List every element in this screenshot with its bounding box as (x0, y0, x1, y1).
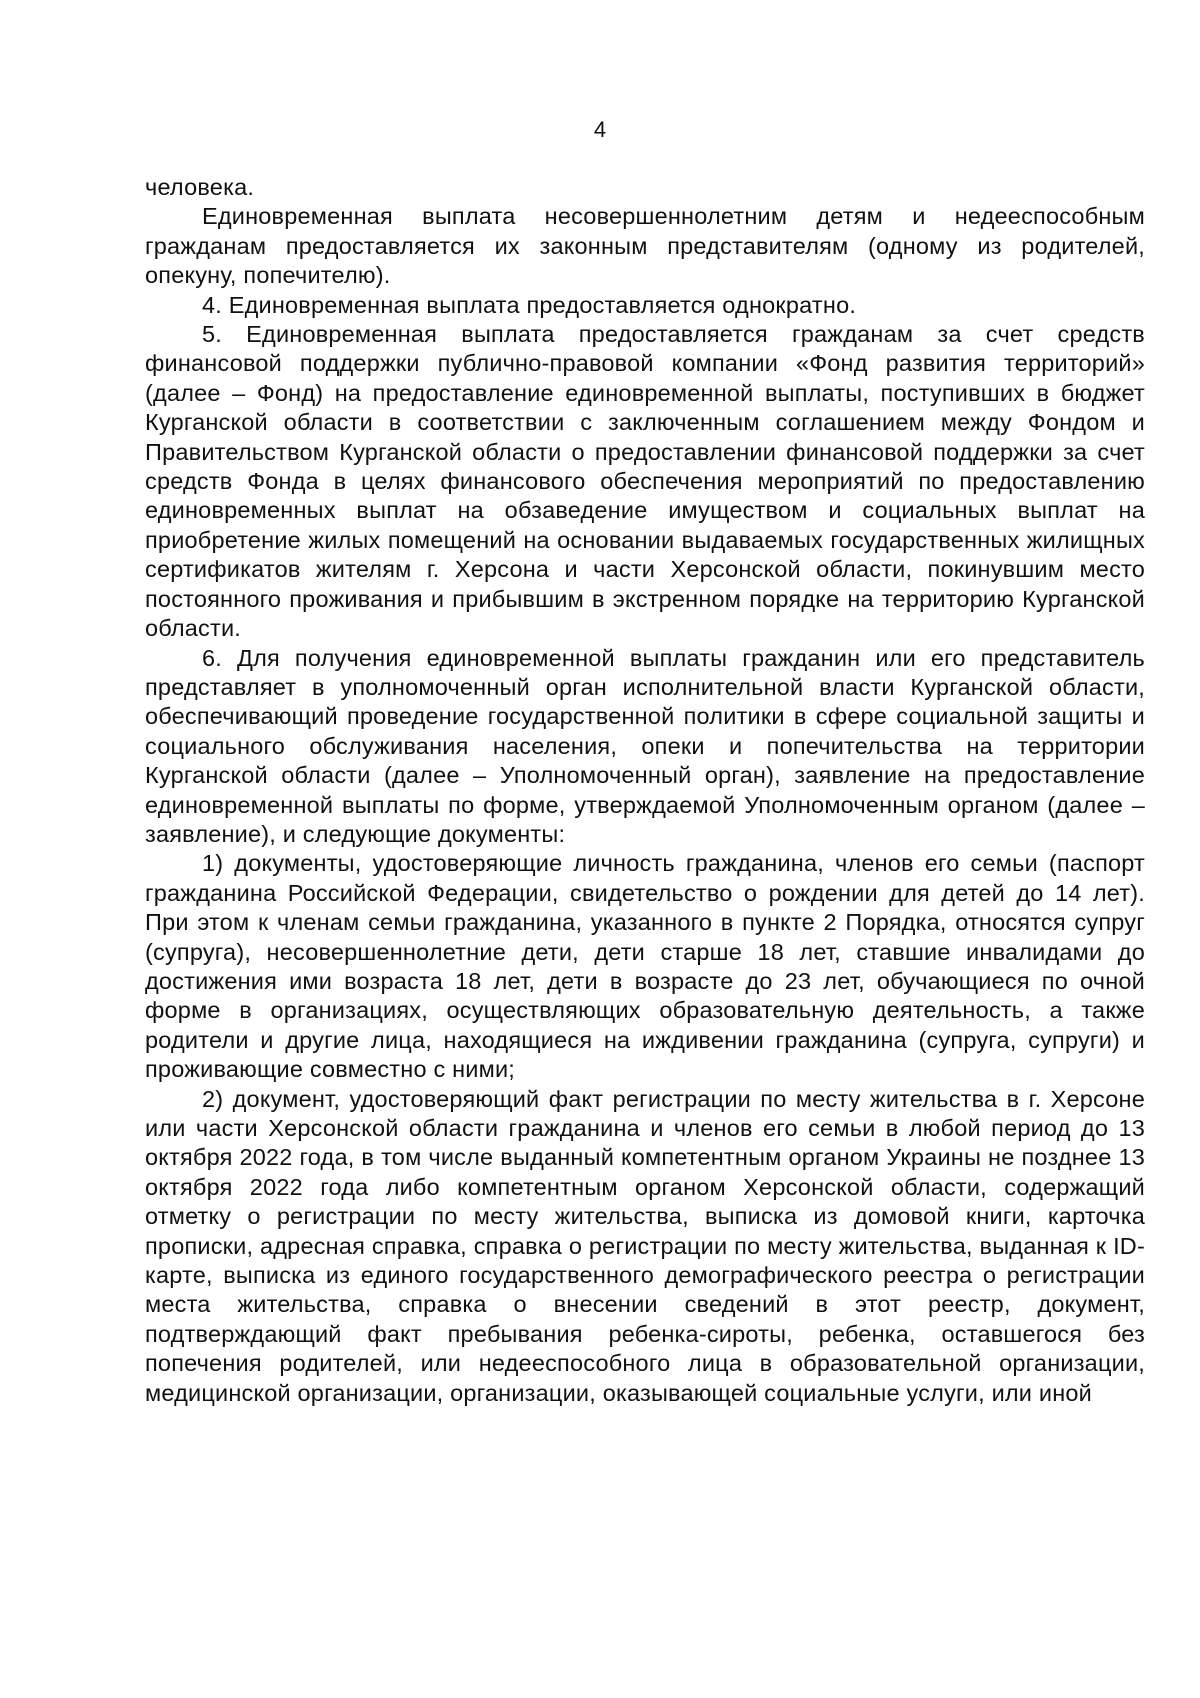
paragraph-subitem-2: 2) документ, удостоверяющий факт регистрации по месту жительства в г. Херсоне или части Херсонской области гражданина и членов его семьи в любой период до 13 октября 2022 года, в том числе выданный компетентным органом Украины не позднее 13 октября 2022 года либо компетентным органом Херсонской области, содержащий отметку о регистрации по месту жительства, выписка из домовой книги, карточка прописки, адресная справка, справка о регистрации по месту жительства, выданная к ID-карте, выписка из единого государственного демографического реестра о регистрации места жительства, справка о внесении сведений в этот реестр, документ, подтверждающий факт пребывания ребенка-сироты, ребенка, оставшегося без попечения родителей, или недееспособного лица в образовательной организации, медицинской организации, организации, оказывающей социальные услуги, или иной (145, 1085, 1145, 1406)
paragraph-payment-to-minors: Единовременная выплата несовершеннолетним детям и недееспособным гражданам предоставляется их законным представителям (одному из родителей, опекуну, попечителю). (145, 203, 1145, 289)
page-number: 4 (593, 117, 607, 142)
document-body (145, 173, 1145, 1408)
paragraph-continuation: человека. (145, 174, 255, 200)
paragraph-item-6: 6. Для получения единовременной выплаты гражданин или его представитель представляет в уполномоченный орган исполнительной власти Курганской области, обеспечивающий проведение государственной политики в сфере социальной защиты и социального обслуживания населения, опеки и попечительства на территории Курганской области (далее – Уполномоченный орган), заявление на предоставление единовременной выплаты по форме, утверждаемой Уполномоченным органом (далее – заявление), и следующие документы: (145, 644, 1145, 847)
paragraph-subitem-1: 1) документы, удостоверяющие личность гражданина, членов его семьи (паспорт гражданина Российской Федерации, свидетельство о рождении для детей до 14 лет). При этом к членам семьи гражданина, указанного в пункте 2 Порядка, относятся супруг (супруга), несовершеннолетние дети, дети старше 18 лет, ставшие инвалидами до достижения ими возраста 18 лет, дети в возрасте до 23 лет, обучающиеся по очной форме в организациях, осуществляющих образовательную деятельность, а также родители и другие лица, находящиеся на иждивении гражданина (супруга, супруги) и проживающие совместно с ними; (145, 850, 1145, 1083)
paragraph-item-4: 4. Единовременная выплата предоставляется однократно. (202, 291, 857, 318)
paragraph-item-5: 5. Единовременная выплата предоставляется гражданам за счет средств финансовой поддержки публично-правовой компании «Фонд развития территорий» (далее – Фонд) на предоставление единовременной выплаты, поступивших в бюджет Курганской области в соответствии с заключенным соглашением между Фондом и Правительством Курганской области о предоставлении финансовой поддержки за счет средств Фонда в целях финансового обеспечения мероприятий по предоставлению единовременных выплат на обзаведение имуществом и социальных выплат на приобретение жилых помещений на основании выдаваемых государственных жилищных сертификатов жителям г. Херсона и части Херсонской области, покинувшим место постоянного проживания и прибывшим в экстренном порядке на территорию Курганской области. (145, 321, 1145, 642)
